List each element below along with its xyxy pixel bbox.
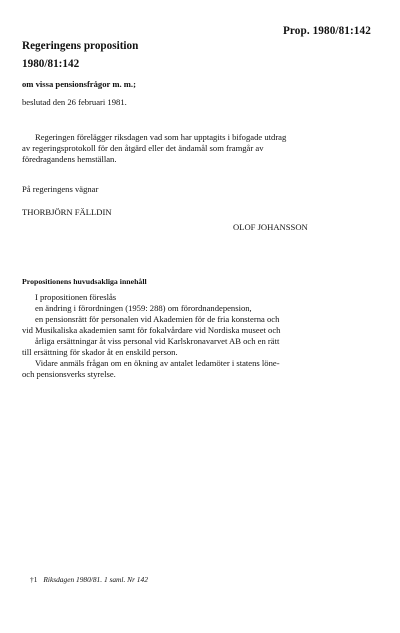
prime-minister-signature: THORBJÖRN FÄLLDIN — [22, 207, 112, 217]
summary-line: vid Musikaliska akademien samt för fokalvårdare vid Nordiska museet och — [22, 325, 281, 335]
summary-body — [22, 292, 382, 380]
summary-line: årliga ersättningar åt viss personal vid Karlskronavarvet AB och en rätt — [35, 336, 280, 346]
summary-line: en ändring i förordningen (1959: 288) om förordnandepension, — [35, 303, 252, 313]
document-title: Regeringens proposition — [22, 40, 139, 52]
minister-signature: OLOF JOHANSSON — [233, 222, 308, 232]
paragraph-line: Regeringen förelägger riksdagen vad som har upptagits i bifogade utdrag — [35, 132, 287, 142]
on-behalf-line: På regeringens vägnar — [22, 184, 99, 194]
document-subtitle: om vissa pensionsfrågor m. m.; — [22, 79, 136, 89]
summary-heading: Propositionens huvudsakliga innehåll — [22, 277, 147, 286]
page-footer — [30, 575, 148, 584]
footer-citation: Riksdagen 1980/81. 1 saml. Nr 142 — [43, 575, 148, 584]
summary-line: och pensionsverks styrelse. — [22, 369, 116, 379]
paragraph-line: av regeringsprotokoll för den åtgärd eller det ändamål som framgår av — [22, 143, 264, 153]
document-number: 1980/81:142 — [22, 58, 80, 70]
decision-date: beslutad den 26 februari 1981. — [22, 97, 127, 107]
summary-line: I propositionen föreslås — [35, 292, 117, 302]
summary-line: en pensionsrätt för personalen vid Akademien för de fria konsterna och — [35, 314, 280, 324]
footer-mark: †1 — [30, 575, 38, 584]
intro-paragraph — [22, 132, 382, 165]
summary-line: Vidare anmäls frågan om en ökning av antalet ledamöter i statens löne- — [35, 358, 280, 368]
summary-line: till ersättning för skador åt en enskild person. — [22, 347, 178, 357]
paragraph-line: föredragandens hemställan. — [22, 154, 117, 164]
proposition-number: Prop. 1980/81:142 — [283, 25, 371, 37]
